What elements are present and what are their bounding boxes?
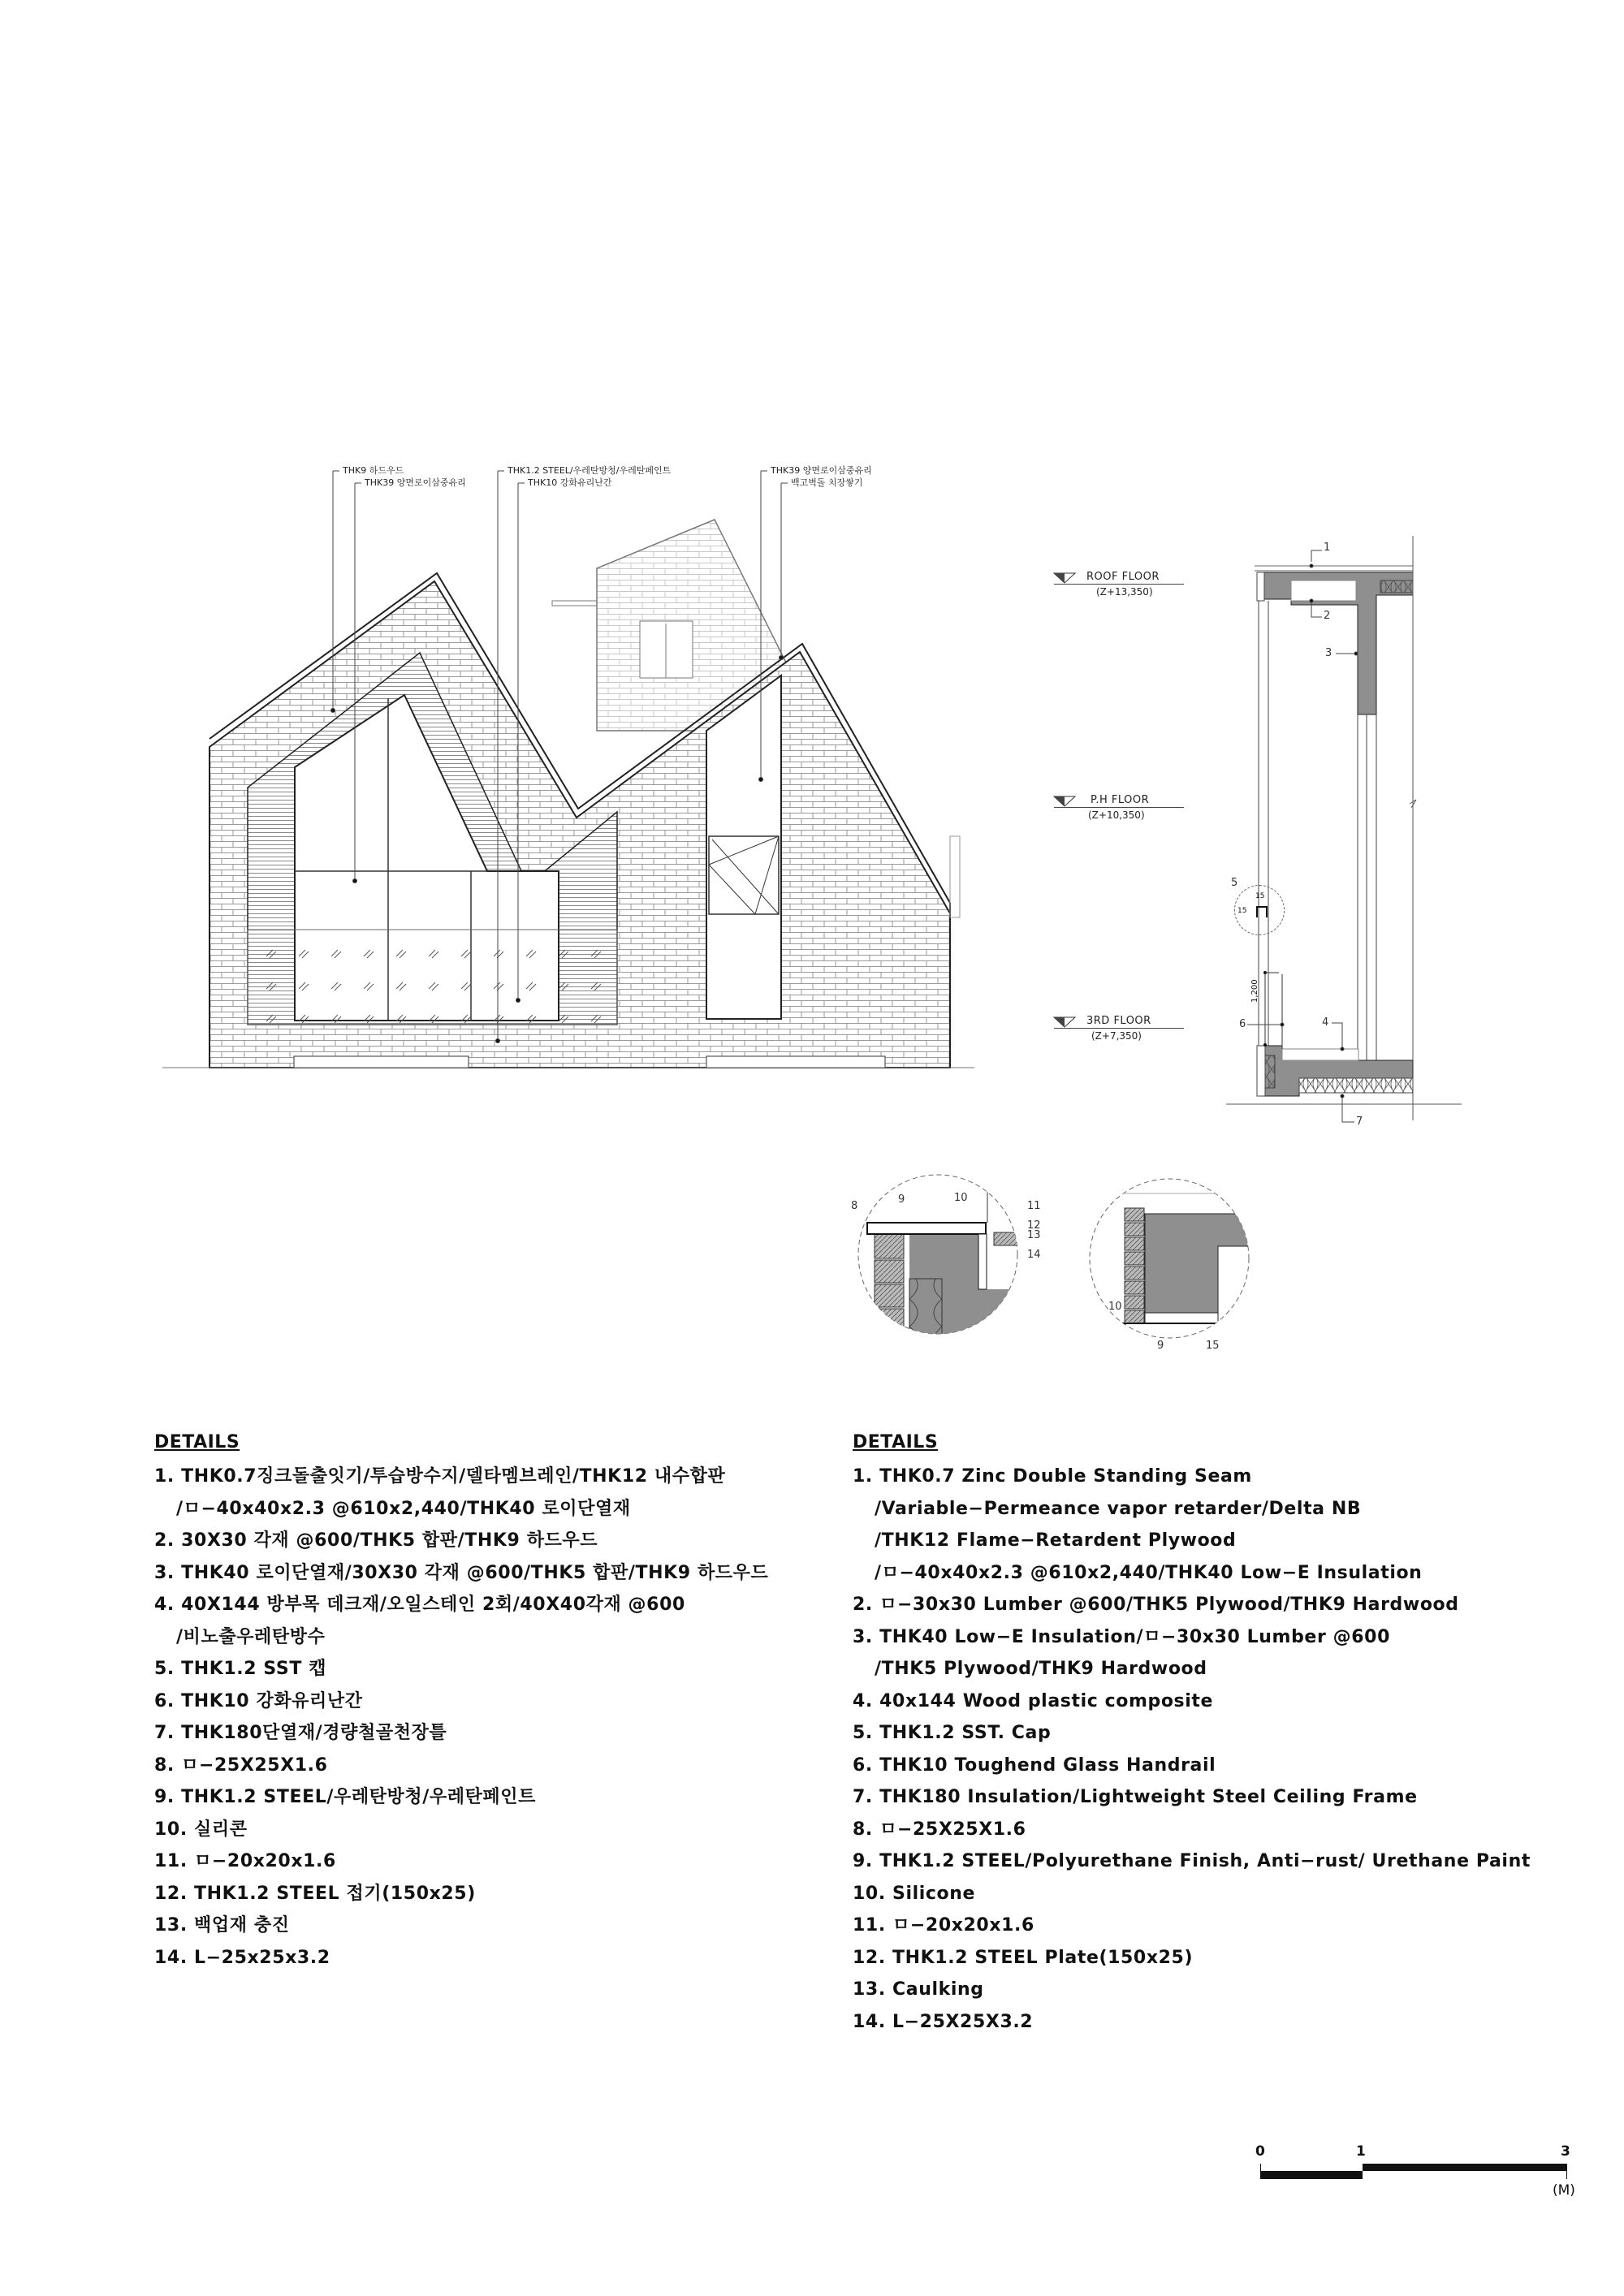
details-item xyxy=(853,1974,1583,2006)
details-item xyxy=(853,1814,1583,1846)
details-item xyxy=(154,1910,820,1942)
details-item xyxy=(853,1685,1583,1718)
details-item xyxy=(853,1878,1583,1910)
scale-tick-line xyxy=(1566,2171,1567,2179)
details-item-text: 4. 40X144 방부목 데크재/오일스테인 2회/40X40각재 @600 xyxy=(154,1595,685,1615)
details-item xyxy=(853,1845,1583,1878)
level-name: 3RD FLOOR xyxy=(1086,1015,1151,1027)
elevation-linework xyxy=(0,0,1056,1137)
detail-callout-12: 12 xyxy=(1027,1219,1041,1232)
details-item-text: 5. THK1.2 SST 캡 xyxy=(154,1659,327,1679)
details-item-text: 10. 실리콘 xyxy=(154,1819,248,1840)
detail-circle-left xyxy=(844,1161,1039,1356)
section-callout-2: 2 xyxy=(1324,610,1331,622)
details-item-text: 14. L−25x25x3.2 xyxy=(154,1947,330,1968)
details-item xyxy=(853,1781,1583,1814)
section-callout-7: 7 xyxy=(1356,1116,1363,1128)
details-item-text: 14. L−25X25X3.2 xyxy=(853,2011,1034,2032)
details-item-text: 3. THK40 Low−E Insulation/ㅁ−30x30 Lumber @600 xyxy=(853,1626,1390,1647)
details-item-text: 13. 백업재 충진 xyxy=(154,1915,290,1936)
section-callout-1: 1 xyxy=(1324,542,1331,554)
section-callout-5: 5 xyxy=(1231,877,1238,889)
detail-callout-14: 14 xyxy=(1027,1249,1041,1261)
details-item xyxy=(154,1781,820,1814)
details-item xyxy=(154,1845,820,1878)
cap-dim-height: 15 xyxy=(1237,907,1247,915)
level-elevation: (Z+7,350) xyxy=(1091,1030,1142,1042)
details-english xyxy=(853,1432,1583,2038)
leader-label-triple-glass: THK39 양면로이삼중유리 xyxy=(365,477,466,488)
detail-callout-15: 15 xyxy=(1206,1340,1220,1352)
detail-callout-10: 10 xyxy=(954,1192,968,1204)
details-item-continuation: /비노출우레탄방수 xyxy=(176,1626,326,1647)
details-item xyxy=(154,1685,820,1718)
details-item-continuation: /THK12 Flame−Retardent Plywood xyxy=(875,1530,1237,1551)
details-item-text: 4. 40x144 Wood plastic composite xyxy=(853,1690,1214,1711)
section-callout-3: 3 xyxy=(1325,647,1332,659)
details-item-text: 11. ㅁ−20x20x1.6 xyxy=(154,1851,336,1871)
details-item-text: 1. THK0.7징크돌출잇기/투습방수지/델타멤브레인/THK12 내수합판 xyxy=(154,1466,726,1487)
details-item-text: 6. THK10 강화유리난간 xyxy=(154,1690,363,1711)
details-item-text: 6. THK10 Toughend Glass Handrail xyxy=(853,1754,1216,1776)
details-item-text: 9. THK1.2 STEEL/우레탄방청/우레탄페인트 xyxy=(154,1787,536,1807)
section-linework xyxy=(1169,536,1462,1120)
leader-label-glass-handrail: THK10 강화유리난간 xyxy=(528,477,612,488)
details-item-text: 2. ㅁ−30x30 Lumber @600/THK5 Plywood/THK9 Hardwood xyxy=(853,1595,1459,1615)
details-item xyxy=(853,1717,1583,1750)
details-item xyxy=(154,1814,820,1846)
details-heading-english: DETAILS xyxy=(853,1432,939,1452)
level-name: P.H FLOOR xyxy=(1091,794,1150,806)
detail-left-linework xyxy=(844,1161,1039,1356)
details-item xyxy=(154,1525,820,1557)
detail-callout-9b: 9 xyxy=(1157,1340,1164,1352)
scale-tick-0: 0 xyxy=(1255,2143,1265,2160)
cap-detail-bubble xyxy=(1234,885,1285,935)
details-item xyxy=(853,1942,1583,1974)
detail-callout-13: 13 xyxy=(1027,1229,1041,1241)
detail-callout-9: 9 xyxy=(898,1193,905,1206)
details-list-korean xyxy=(154,1461,820,1974)
details-item xyxy=(853,1621,1583,1685)
details-item xyxy=(154,1750,820,1782)
detail-callout-10b: 10 xyxy=(1108,1301,1122,1313)
level-triangle-icon xyxy=(1054,796,1078,808)
details-heading-korean: DETAILS xyxy=(154,1432,240,1452)
details-item-text: 8. ㅁ−25X25X1.6 xyxy=(853,1819,1026,1840)
details-item-text: 13. Caulking xyxy=(853,1979,984,2000)
details-item xyxy=(154,1717,820,1750)
details-item-text: 11. ㅁ−20x20x1.6 xyxy=(853,1915,1034,1936)
details-item-continuation: /ㅁ−40x40x2.3 @610x2,440/THK40 Low−E Insulation xyxy=(875,1562,1423,1583)
leader-label-triple-glass-2: THK39 양면로이삼중유리 xyxy=(771,465,872,476)
level-triangle-icon xyxy=(1054,1017,1078,1029)
details-item-continuation: /THK5 Plywood/THK9 Hardwood xyxy=(875,1659,1207,1679)
scale-tick-3: 3 xyxy=(1561,2143,1570,2160)
details-item-text: 2. 30X30 각재 @600/THK5 합판/THK9 하드우드 xyxy=(154,1530,598,1551)
details-item xyxy=(853,1461,1583,1589)
scale-bar xyxy=(1250,2143,1592,2216)
details-item-text: 9. THK1.2 STEEL/Polyurethane Finish, Anti−rust/ Urethane Paint xyxy=(853,1851,1531,1871)
wall-section-drawing xyxy=(1169,536,1462,1128)
section-callout-4: 4 xyxy=(1322,1016,1329,1029)
details-item-text: 5. THK1.2 SST. Cap xyxy=(853,1723,1052,1743)
details-item xyxy=(154,1942,820,1974)
detail-callout-8: 8 xyxy=(851,1200,858,1212)
level-triangle-icon xyxy=(1054,573,1078,585)
detail-circle-right xyxy=(1076,1161,1271,1356)
level-elevation: (Z+13,350) xyxy=(1096,586,1153,598)
scale-segment-1-3 xyxy=(1363,2164,1567,2171)
scale-tick-line xyxy=(1260,2164,1261,2172)
details-item xyxy=(154,1878,820,1910)
cap-dim-width: 15 xyxy=(1255,892,1265,900)
details-item-text: 7. THK180단열재/경량철골천장틀 xyxy=(154,1723,447,1743)
scale-segment-0-1 xyxy=(1260,2171,1363,2179)
details-item xyxy=(853,1589,1583,1621)
leader-label-steel: THK1.2 STEEL/우레탄방청/우레탄페인트 xyxy=(508,465,672,476)
scale-unit: (M) xyxy=(1553,2182,1575,2199)
details-item xyxy=(154,1461,820,1525)
dimension-1200: 1,200 xyxy=(1250,979,1259,1003)
details-item-continuation: /Variable−Permeance vapor retarder/Delta NB xyxy=(875,1498,1362,1519)
level-name: ROOF FLOOR xyxy=(1086,571,1160,583)
details-item-text: 7. THK180 Insulation/Lightweight Steel Ceiling Frame xyxy=(853,1787,1418,1807)
details-item-text: 1. THK0.7 Zinc Double Standing Seam xyxy=(853,1466,1252,1487)
details-list-english xyxy=(853,1461,1583,2038)
details-item-continuation: /ㅁ−40x40x2.3 @610x2,440/THK40 로이단열재 xyxy=(176,1498,631,1519)
leader-label-hardwood: THK9 하드우드 xyxy=(343,465,404,476)
details-item xyxy=(154,1589,820,1653)
details-item-text: 12. THK1.2 STEEL Plate(150x25) xyxy=(853,1947,1194,1968)
details-item xyxy=(853,1910,1583,1942)
details-item xyxy=(853,2006,1583,2039)
sst-cap-profile xyxy=(1256,906,1268,917)
details-item-text: 10. Silicone xyxy=(853,1883,976,1904)
leader-label-brick: 백고벽돌 치장쌓기 xyxy=(791,477,863,488)
level-elevation: (Z+10,350) xyxy=(1088,809,1145,821)
scale-tick-1: 1 xyxy=(1356,2143,1366,2160)
details-item-text: 3. THK40 로이단열재/30X30 각재 @600/THK5 합판/THK9 하드우드 xyxy=(154,1562,769,1583)
details-item-text: 12. THK1.2 STEEL 접기(150x25) xyxy=(154,1883,476,1904)
details-item-text: 8. ㅁ−25X25X1.6 xyxy=(154,1754,328,1776)
elevation-drawing xyxy=(0,0,1056,1137)
section-callout-6: 6 xyxy=(1239,1018,1246,1030)
details-item xyxy=(154,1653,820,1685)
details-item xyxy=(853,1750,1583,1782)
detail-callout-11: 11 xyxy=(1027,1200,1041,1212)
details-item xyxy=(154,1557,820,1590)
detail-right-linework xyxy=(1076,1161,1271,1356)
details-korean xyxy=(154,1432,820,1974)
